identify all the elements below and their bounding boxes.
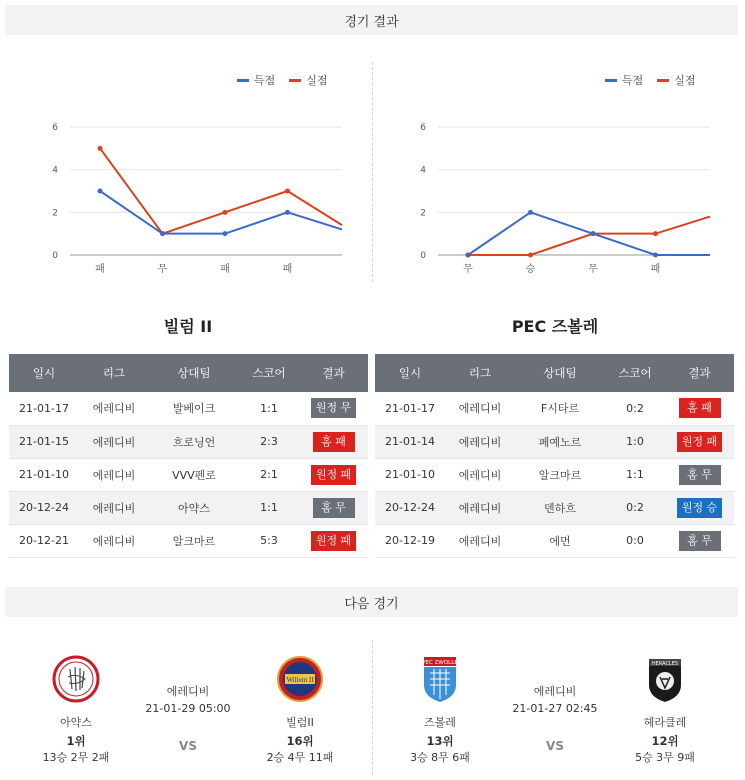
data-point-scored	[160, 231, 165, 236]
x-tick-label: 패	[95, 264, 105, 275]
result-badge: 원정 무	[311, 398, 356, 418]
match-league: 에레디비	[445, 392, 515, 425]
x-tick-label: 패	[282, 264, 293, 275]
column-header: 리그	[445, 354, 515, 392]
match-score: 2:3	[239, 425, 299, 458]
match-score: 1:1	[239, 392, 299, 425]
column-header: 상대팀	[515, 354, 605, 392]
match-date: 21-01-14	[375, 425, 445, 458]
team-record: 13승 2무 2패	[42, 751, 110, 764]
column-header: 스코어	[239, 354, 299, 392]
chart-divider	[372, 62, 373, 282]
column-header: 스코어	[605, 354, 665, 392]
willem-logo-icon	[276, 655, 324, 703]
result-badge: 원정 패	[311, 465, 356, 485]
y-tick-label: 2	[52, 208, 58, 219]
chart-panel-zwolle	[373, 62, 733, 277]
table-row	[9, 392, 368, 425]
match-opponent: 에먼	[515, 524, 605, 557]
team-record: 3승 8무 6패	[410, 751, 470, 764]
match-league: 에레디비	[79, 491, 149, 524]
team-title-zwolle: PEC 즈볼레	[511, 317, 599, 336]
match-result-cell	[665, 491, 734, 524]
match-date: 20-12-19	[375, 524, 445, 557]
heracles-logo-icon	[641, 655, 689, 703]
table-row	[375, 425, 734, 458]
result-badge: 홈 무	[679, 465, 721, 485]
match-datetime: 21-01-29 05:00	[145, 702, 231, 715]
svg-text:HERACLES: HERACLES	[651, 661, 679, 667]
match-score: 1:1	[605, 458, 665, 491]
team-rank: 13위	[426, 734, 454, 748]
match-league: 에레디비	[79, 524, 149, 557]
y-tick-label: 2	[420, 208, 426, 219]
match-league: 에레디비	[445, 491, 515, 524]
team-record: 5승 3무 9패	[635, 751, 695, 764]
result-badge: 홈 무	[313, 498, 355, 518]
match-league: 에레디비	[79, 458, 149, 491]
match-info	[123, 683, 253, 753]
team-title-willem: 빌럼 II	[163, 317, 213, 336]
match-league: 에레디비	[166, 685, 210, 698]
match-league: 에레디비	[79, 392, 149, 425]
match-league: 에레디비	[445, 524, 515, 557]
x-tick-label: 무	[463, 264, 473, 275]
x-tick-label: 패	[220, 264, 230, 275]
match-result-cell	[299, 392, 368, 425]
match-opponent: F시타르	[515, 392, 605, 425]
match-opponent: 발베이크	[149, 392, 239, 425]
match-date: 21-01-10	[375, 458, 445, 491]
match-date: 20-12-24	[9, 491, 79, 524]
column-header: 상대팀	[149, 354, 239, 392]
result-badge: 원정 패	[311, 531, 356, 551]
match-date: 21-01-17	[9, 392, 79, 425]
match-league: 에레디비	[79, 425, 149, 458]
data-point-conceded	[223, 210, 228, 215]
svg-text:Willem II: Willem II	[286, 676, 314, 684]
table-row	[375, 392, 734, 425]
match-date: 20-12-21	[9, 524, 79, 557]
result-badge: 홈 무	[679, 531, 721, 551]
x-tick-label: 패	[650, 264, 661, 275]
column-header: 결과	[299, 354, 368, 392]
match-result-cell	[299, 524, 368, 557]
legend-label-scored: 득점	[254, 74, 276, 87]
match-divider	[372, 640, 373, 775]
line-chart-willem	[5, 62, 365, 277]
section-title: 다음 경기	[344, 596, 399, 612]
data-point-scored	[591, 231, 596, 236]
team-rank: 1위	[66, 734, 86, 748]
team-home[interactable]	[390, 655, 490, 765]
result-badge: 원정 승	[677, 498, 722, 518]
column-header: 결과	[665, 354, 734, 392]
team-name: 헤라클레	[643, 716, 687, 729]
table-row	[375, 524, 734, 557]
match-result-cell	[665, 524, 734, 557]
x-tick-label: 무	[588, 264, 598, 275]
data-point-scored	[285, 210, 290, 215]
results-table-willem	[9, 354, 368, 558]
match-score: 1:0	[605, 425, 665, 458]
x-tick-label: 승	[525, 264, 536, 275]
section-title: 경기 결과	[344, 14, 399, 30]
match-result-cell	[299, 425, 368, 458]
table-header-row	[9, 354, 368, 392]
table-row	[375, 491, 734, 524]
x-tick-label: 무	[157, 264, 168, 275]
table-row	[9, 524, 368, 557]
section-header-next	[5, 587, 738, 617]
column-header: 일시	[9, 354, 79, 392]
table-row	[9, 425, 368, 458]
team-name: 즈볼레	[424, 716, 456, 729]
table-header-row	[375, 354, 734, 392]
data-point-scored	[466, 253, 471, 258]
data-point-conceded	[653, 231, 658, 236]
match-score: 5:3	[239, 524, 299, 557]
match-result-cell	[299, 458, 368, 491]
data-point-scored	[98, 189, 103, 194]
section-header-results	[5, 5, 738, 35]
series-line-conceded	[100, 148, 342, 233]
data-point-scored	[223, 231, 228, 236]
legend-label-conceded: 실점	[674, 74, 696, 87]
vs-label: VS	[546, 739, 564, 753]
team-away[interactable]	[250, 655, 350, 765]
match-info	[490, 683, 620, 753]
zwolle-logo-icon	[416, 655, 464, 703]
next-match-ajax-willem	[8, 655, 368, 765]
result-badge: 원정 패	[677, 432, 722, 452]
series-line-conceded	[468, 217, 710, 255]
column-header: 리그	[79, 354, 149, 392]
legend-label-scored: 득점	[622, 74, 644, 87]
team-name: 빌럼II	[286, 716, 314, 729]
data-point-scored	[653, 253, 658, 258]
match-league: 에레디비	[445, 458, 515, 491]
series-line-scored	[468, 212, 710, 255]
svg-text:PEC ZWOLLE: PEC ZWOLLE	[422, 660, 458, 666]
result-badge: 홈 패	[313, 432, 355, 452]
match-result-cell	[299, 491, 368, 524]
data-point-conceded	[528, 253, 533, 258]
team-home[interactable]	[26, 655, 126, 765]
y-tick-label: 6	[52, 123, 58, 133]
y-tick-label: 0	[420, 251, 426, 261]
match-score: 0:2	[605, 491, 665, 524]
match-score: 2:1	[239, 458, 299, 491]
match-score: 0:2	[605, 392, 665, 425]
team-rank: 12위	[651, 734, 679, 748]
table-row	[375, 458, 734, 491]
y-tick-label: 6	[420, 123, 426, 133]
match-date: 21-01-17	[375, 392, 445, 425]
ajax-logo-icon	[52, 655, 100, 703]
y-tick-label: 4	[52, 165, 58, 176]
match-date: 21-01-15	[9, 425, 79, 458]
table-row	[9, 458, 368, 491]
chart-panel-willem	[5, 62, 365, 277]
match-result-cell	[665, 425, 734, 458]
y-tick-label: 0	[52, 251, 58, 261]
match-league: 에레디비	[533, 685, 577, 698]
line-chart-zwolle	[373, 62, 733, 277]
match-score: 0:0	[605, 524, 665, 557]
result-badge: 홈 패	[679, 398, 721, 418]
match-opponent: 아약스	[149, 491, 239, 524]
table-row	[9, 491, 368, 524]
match-opponent: VVV펜로	[149, 458, 239, 491]
match-date: 21-01-10	[9, 458, 79, 491]
results-table-zwolle	[375, 354, 734, 558]
next-match-zwolle-heracles	[375, 655, 735, 765]
y-tick-label: 4	[420, 165, 426, 176]
column-header: 일시	[375, 354, 445, 392]
data-point-scored	[528, 210, 533, 215]
team-away[interactable]	[615, 655, 715, 765]
vs-label: VS	[179, 739, 197, 753]
match-opponent: 알크마르	[149, 524, 239, 557]
match-league: 에레디비	[445, 425, 515, 458]
team-record: 2승 4무 11패	[266, 751, 334, 764]
match-opponent: 흐로닝언	[149, 425, 239, 458]
match-datetime: 21-01-27 02:45	[512, 702, 598, 715]
match-date: 20-12-24	[375, 491, 445, 524]
match-opponent: 알크마르	[515, 458, 605, 491]
data-point-conceded	[98, 146, 103, 151]
legend-label-conceded: 실점	[306, 74, 328, 87]
match-opponent: 덴하흐	[515, 491, 605, 524]
team-name: 아약스	[60, 716, 92, 729]
team-rank: 16위	[286, 734, 314, 748]
match-result-cell	[665, 458, 734, 491]
match-score: 1:1	[239, 491, 299, 524]
match-result-cell	[665, 392, 734, 425]
match-opponent: 페예노르	[515, 425, 605, 458]
data-point-conceded	[285, 189, 290, 194]
